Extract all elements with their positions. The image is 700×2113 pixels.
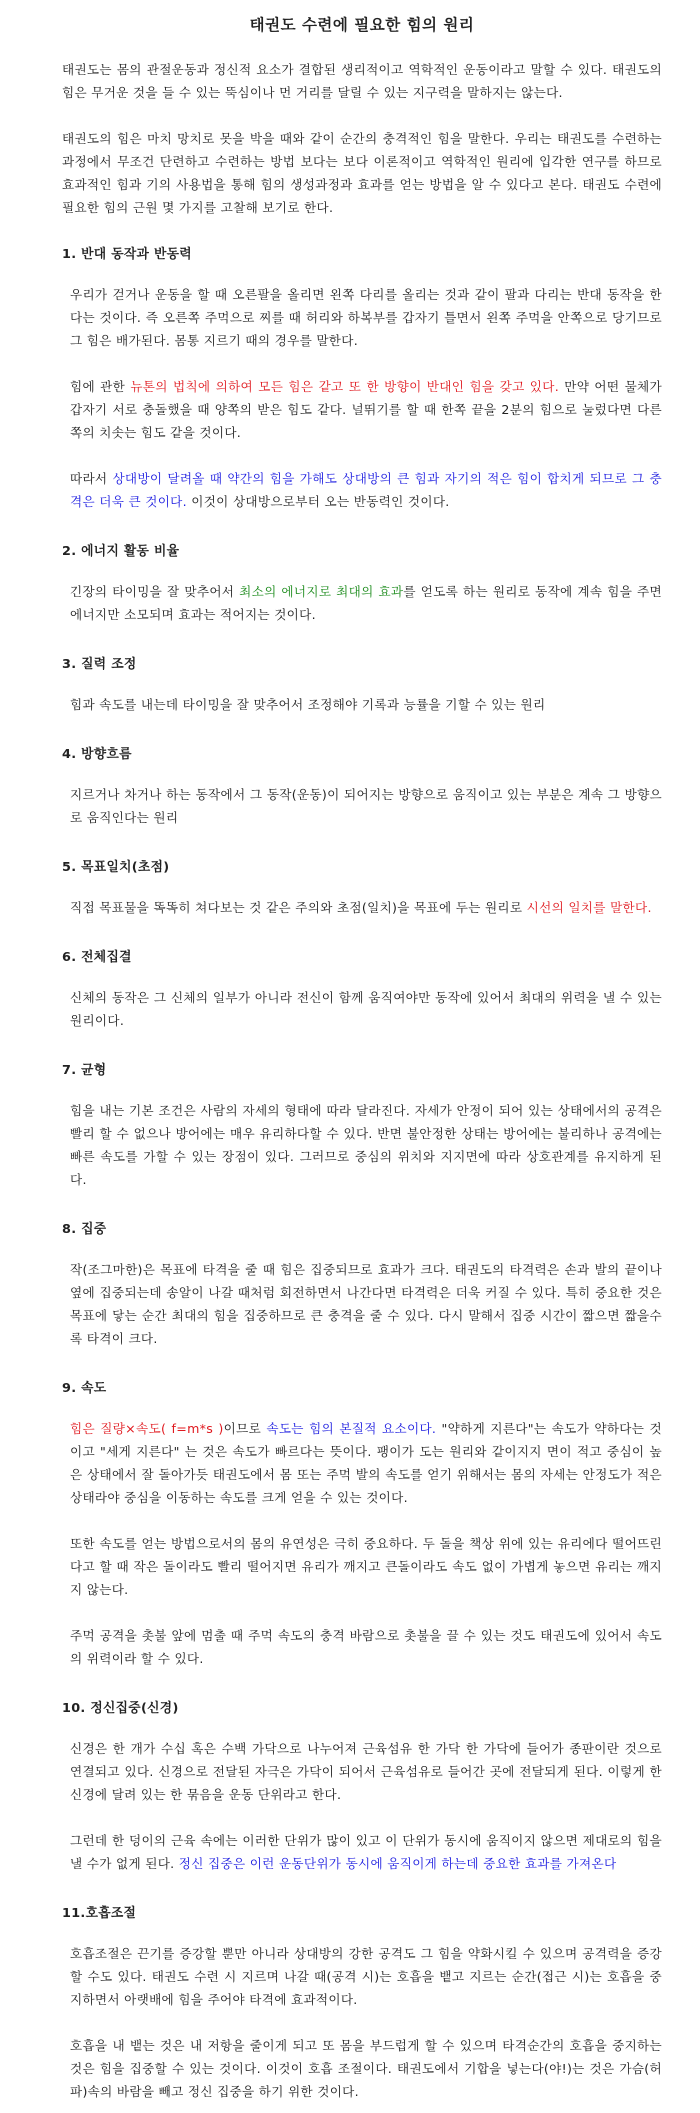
text-run: "약하게 지른다"는 속도가 약하다는 것이고 "세게 지른다" 는 것은 속도가 빠르다는 뜻이다. 팽이가 도는 원리와 같이지지 면이 적고 중심이 높은 상태에서 잘 돌아가듯 태권도에서 몸 또는 주먹 발의 속도를 얻기 위해서는 몸의 자세는 안정도가 적은 상태라야 중심을 이동하는 속도를 크게 얻을 수 있는 것이다. xyxy=(70,1421,663,1505)
section-10-paragraph-1: 신경은 한 개가 수십 혹은 수백 가닥으로 나누어져 근육섬유 한 가닥 한 가닥에 들어가 종판이란 것으로 연결되고 있다. 신경으로 전달된 자극은 가닥이 되어서 근육섬유로 들어간 곳에 전달되게 된다. 이렇게 한 신경에 달려 있는 한 묶음을 운동 단위라고 한다. xyxy=(70,1741,662,1802)
section-9-title: 9. 속도 xyxy=(62,1381,107,1396)
text-run: 긴장의 타이밍을 잘 맞추어서 xyxy=(70,584,240,599)
section-3 xyxy=(62,654,662,716)
text-run: 직접 목표물을 똑똑히 쳐다보는 것 같은 주의와 초점(일치)을 목표에 두는 원리로 xyxy=(70,900,527,915)
section-2-paragraph xyxy=(62,580,662,626)
text-run: 힘에 관한 xyxy=(70,379,131,394)
section-6-paragraph: 신체의 동작은 그 신체의 일부가 아니라 전신이 함께 움직여야만 동작에 있어서 최대의 위력을 낼 수 있는 원리이다. xyxy=(70,990,662,1028)
text-run: 를 얻도록 하는 원리로 동작에 계속 힘을 주면 에너지만 소모되며 효과는 적어지는 것이다. xyxy=(70,584,662,622)
section-11-paragraph-1: 호흡조절은 끈기를 증강할 뿐만 아니라 상대방의 강한 공격도 그 힘을 약화시킬 수 있으며 공격력을 증강할 수도 있다. 태권도 수련 시 지르며 나갈 때(공격 시)는 호흡을 뱉고 지르는 순간(접근 시)는 호흡을 중지하면서 아랫배에 힘을 주어야 타격에 효과적이다. xyxy=(70,1946,662,2007)
highlight-blue: 정신 집중은 이런 운동단위가 동시에 움직이게 하는데 중요한 효과를 가져온다 xyxy=(178,1856,617,1871)
section-11-paragraph-2: 호흡을 내 뱉는 것은 내 저항을 줄이게 되고 또 몸을 부드럽게 할 수 있으며 타격순간의 호흡을 중지하는 것은 힘을 집중할 수 있는 것이다. 이것이 호흡 조절이다. 태권도에서 기합을 넣는다(야!)는 것은 가슴(허파)속의 바람을 빼고 정신 집중을 하기 위한 것이다. xyxy=(70,2038,662,2099)
document-title: 태권도 수련에 필요한 힘의 원리 xyxy=(249,16,475,34)
section-7 xyxy=(62,1060,662,1191)
section-6-title: 6. 전체집결 xyxy=(62,950,132,965)
section-3-title: 3. 질력 조정 xyxy=(62,657,137,672)
section-5 xyxy=(62,857,662,919)
section-10 xyxy=(62,1698,662,1875)
section-5-title: 5. 목표일치(초점) xyxy=(62,860,170,875)
highlight-green: 최소의 에너지로 최대의 효과 xyxy=(239,584,404,599)
section-7-paragraph: 힘을 내는 기본 조건은 사람의 자세의 형태에 따라 달라진다. 자세가 안정이 되어 있는 상태에서의 공격은 빨리 할 수 없으나 방어에는 매우 유리하다할 수 있다. 반면 불안정한 상태는 방어에는 불리하나 공격에는 빠른 속도를 가할 수 있는 장점이 있다. 그러므로 중심의 위치와 지지면에 따라 상호관계를 유지하게 된다. xyxy=(70,1103,662,1187)
section-9 xyxy=(62,1378,662,1670)
highlight-blue: 상대방이 달려올 때 약간의 힘을 가해도 상대방의 큰 힘과 자기의 적은 힘이 합치게 되므로 그 충격은 더욱 큰 것이다. xyxy=(70,471,662,509)
intro-paragraph-1: 태권도는 몸의 관절운동과 정신적 요소가 결합된 생리적이고 역학적인 운동이라고 말할 수 있다. 태권도의 힘은 무거운 것을 들 수 있는 뚝심이나 먼 거리를 달릴 수 있는 지구력을 말하지는 않는다. xyxy=(62,62,662,100)
section-1-paragraph-2 xyxy=(62,375,662,444)
section-7-title: 7. 균형 xyxy=(62,1063,107,1078)
section-4-paragraph: 지르거나 차거나 하는 동작에서 그 동작(운동)이 되어지는 방향으로 움직이고 있는 부분은 계속 그 방향으로 움직인다는 원리 xyxy=(70,787,662,825)
section-1-title: 1. 반대 동작과 반동력 xyxy=(62,247,192,262)
section-9-paragraph-3: 주먹 공격을 촛불 앞에 멈출 때 주먹 속도의 충격 바람으로 촛불을 끌 수 있는 것도 태권도에 있어서 속도의 위력이라 할 수 있다. xyxy=(70,1628,662,1666)
section-2 xyxy=(62,541,662,626)
section-1 xyxy=(62,244,662,513)
highlight-blue: 속도는 힘의 본질적 요소이다. xyxy=(266,1421,437,1436)
intro-paragraph-2: 태권도의 힘은 마치 망치로 못을 박을 때와 같이 순간의 충격적인 힘을 말한다. 우리는 태권도를 수련하는 과정에서 무조건 단련하고 수련하는 방법 보다는 보다 이론적이고 역학적인 원리에 입각한 연구를 하므로 효과적인 힘과 기의 사용법을 통해 힘의 생성과정과 효과를 얻는 방법을 알 수 있다고 본다. 태권도 수련에 필요한 힘의 근원 몇 가지를 고찰해 보기로 한다. xyxy=(62,131,662,215)
section-9-paragraph-1 xyxy=(62,1417,662,1509)
section-6 xyxy=(62,947,662,1032)
section-8 xyxy=(62,1219,662,1350)
section-8-title: 8. 집중 xyxy=(62,1222,107,1237)
section-9-paragraph-2: 또한 속도를 얻는 방법으로서의 몸의 유연성은 극히 중요하다. 두 돌을 책상 위에 있는 유리에다 떨어뜨린다고 할 때 작은 돌이라도 빨리 떨어지면 유리가 깨지고 큰돌이라도 속도 없이 가볍게 놓으면 유리는 깨지지 않는다. xyxy=(70,1536,662,1597)
text-run: 이므로 xyxy=(223,1421,267,1436)
section-1-paragraph-1: 우리가 걷거나 운동을 할 때 오른팔을 올리면 왼쪽 다리를 올리는 것과 같이 팔과 다리는 반대 동작을 한다는 것이다. 즉 오른쪽 주먹으로 찌를 때 허리와 하복부를 갑자기 틀면서 왼쪽 주먹을 안쪽으로 당기므로 그 힘은 배가된다. 몸통 지르기 때의 경우를 말한다. xyxy=(70,287,662,348)
section-3-paragraph: 힘과 속도를 내는데 타이밍을 잘 맞추어서 조정해야 기록과 능률을 기할 수 있는 원리 xyxy=(70,697,546,712)
text-run: 만약 어떤 물체가 갑자기 서로 충돌했을 때 양쪽의 받은 힘도 같다. 널뛰기를 할 때 한쪽 끝을 2분의 힘으로 눌렀다면 다른 쪽의 치솟는 힘도 같을 것이다. xyxy=(70,379,662,440)
section-2-title: 2. 에너지 활동 비율 xyxy=(62,544,180,559)
text-run: 따라서 xyxy=(70,471,113,486)
text-run: 이것이 상대방으로부터 오는 반동력인 것이다. xyxy=(186,494,450,509)
section-4 xyxy=(62,744,662,829)
section-5-paragraph xyxy=(62,896,662,919)
highlight-red: 뉴톤의 법칙에 의하여 모든 힘은 같고 또 한 방향이 반대인 힘을 갖고 있다. xyxy=(130,379,560,394)
section-11-title: 11.호흡조절 xyxy=(62,1906,137,1921)
highlight-red: 시선의 일치를 말한다. xyxy=(526,900,652,915)
section-10-paragraph-2 xyxy=(62,1829,662,1875)
highlight-red: 힘은 질량×속도( f=m*s ) xyxy=(70,1421,224,1436)
text-run: 그런데 한 덩이의 근육 속에는 이러한 단위가 많이 있고 이 단위가 동시에 움직이지 않으면 제대로의 힘을 낼 수가 없게 된다. xyxy=(70,1833,662,1871)
section-8-paragraph: 작(조그마한)은 목표에 타격을 줄 때 힘은 집중되므로 효과가 크다. 태권도의 타격력은 손과 발의 끝이나 옆에 집중되는데 송알이 나갈 때처럼 회전하면서 나간다면 타격력은 더욱 커질 수 있다. 특히 중요한 것은 목표에 닿는 순간 최대의 힘을 집중하므로 큰 충격을 줄 수 있다. 다시 말해서 집중 시간이 짧으면 짧을수록 타격이 크다. xyxy=(70,1262,662,1346)
section-4-title: 4. 방향흐름 xyxy=(62,747,132,762)
section-1-paragraph-3 xyxy=(62,467,662,513)
section-11 xyxy=(62,1903,662,2103)
section-10-title: 10. 정신집중(신경) xyxy=(62,1701,179,1716)
